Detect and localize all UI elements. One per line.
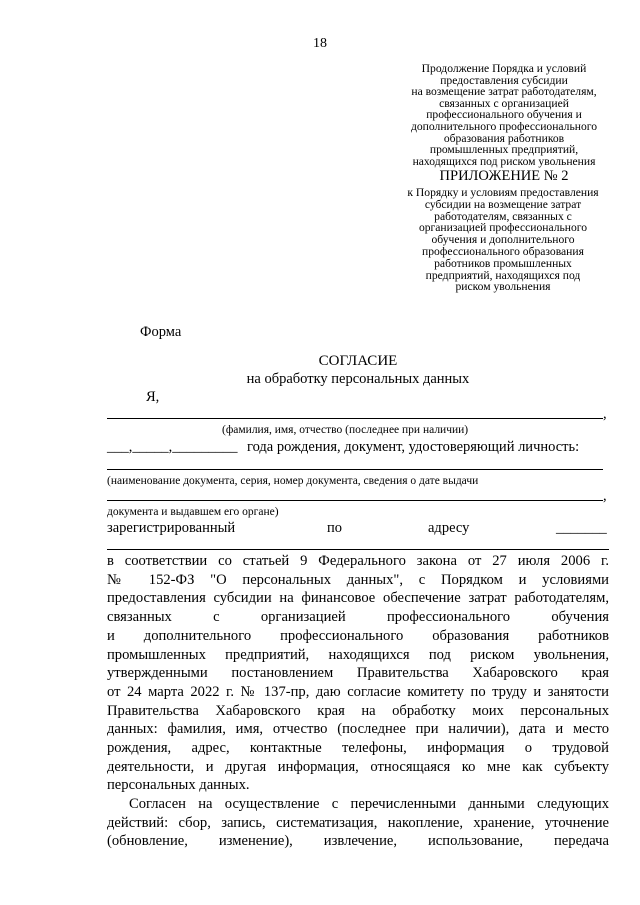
paragraph-line: данных: фамилия, имя, отчество (последнее при наличии), дата и место — [107, 721, 609, 738]
paragraph-line: деятельности, и другая информация, относящаяся ко мне как субъекту — [107, 758, 609, 775]
appendix-line: обучения и дополнительного — [431, 233, 575, 247]
paragraph-line: в соответствии со статьей 9 Федерального закона от 27 июля 2006 г. — [107, 553, 609, 569]
header-line: образования работников — [443, 131, 565, 145]
consent-subtitle: на обработку персональных данных — [246, 371, 470, 387]
appendix-line: субсидии на возмещение затрат — [424, 197, 582, 211]
document-underline[interactable] — [107, 469, 603, 470]
address-underline[interactable] — [107, 549, 609, 550]
reg-word-address: адресу — [428, 520, 470, 536]
paragraph-line: связанных с организацией профессионального обучения — [107, 609, 609, 626]
appendix-line: риском увольнения — [455, 280, 551, 294]
document-comma: , — [603, 488, 607, 504]
fio-comma: , — [603, 406, 607, 422]
header-line: связанных с организацией — [439, 96, 569, 110]
paragraph-line: персональных данных. — [107, 777, 250, 794]
page-number: 18 — [313, 36, 327, 51]
reg-word-registered: зарегистрированный — [107, 520, 236, 536]
form-label: Форма — [140, 324, 182, 340]
ya-label: Я, — [146, 389, 160, 405]
paragraph-line: и дополнительного профессионального образования работников — [107, 627, 609, 644]
document-issuer-underline[interactable] — [107, 500, 603, 501]
document-caption-2: документа и выдавшем его органе) — [107, 506, 279, 518]
appendix-line: организацией профессионального — [418, 221, 588, 235]
appendix-title: ПРИЛОЖЕНИЕ № 2 — [439, 168, 569, 184]
fio-underline[interactable] — [107, 418, 603, 419]
header-line: предоставления субсидии — [440, 73, 568, 87]
paragraph-line: действий: сбор, запись, систематизация, накопление, хранение, уточнение — [107, 814, 609, 831]
appendix-line: работодателям, связанных с — [434, 209, 572, 223]
fio-caption: (фамилия, имя, отчество (последнее при наличии) — [222, 424, 469, 436]
birthdate-text: года рождения, документ, удостоверяющий личность: — [247, 439, 580, 455]
paragraph-line: предоставления субсидии на финансовое обеспечение затрат работодателям, — [107, 590, 609, 607]
header-line: промышленных предприятий, — [429, 143, 579, 157]
appendix-line: к Порядку и условиям предоставления — [407, 186, 599, 199]
document-caption-1: (наименование документа, серия, номер документа, сведения о дате выдачи — [107, 475, 479, 487]
birthdate-blanks[interactable]: ___,_____,_________ — [107, 439, 238, 455]
paragraph-line: рождения, адрес, контактные телефоны, информация о трудовой — [107, 740, 609, 757]
consent-paragraph-2 — [107, 795, 609, 851]
header-line: дополнительного профессионального — [410, 119, 597, 133]
continuation-header — [384, 63, 624, 167]
paragraph-line: (обновление, изменение), извлечение, использование, передача — [107, 833, 609, 850]
paragraph-line: № 152-ФЗ "О персональных данных", с Порядком и условиями — [107, 571, 609, 588]
address-blank[interactable]: _______ — [556, 520, 607, 536]
paragraph-line: от 24 марта 2022 г. № 137-пр, даю согласие комитету по труду и занятости — [107, 683, 609, 700]
paragraph-line: утвержденными постановлением Правительства Хабаровского края — [107, 665, 609, 682]
consent-title: СОГЛАСИЕ — [318, 353, 398, 369]
header-line: находящихся под риском увольнения — [412, 154, 596, 168]
consent-paragraph-1 — [107, 552, 609, 795]
header-line: профессионального обучения и — [426, 108, 582, 122]
paragraph-line: Правительства Хабаровского края на обработку моих персональных — [107, 702, 609, 719]
header-line: Продолжение Порядка и условий — [421, 62, 587, 75]
appendix-line: работников промышленных — [434, 256, 572, 270]
paragraph-line: Согласен на осуществление с перечисленными данными следующих — [129, 796, 609, 812]
appendix-line: предприятий, находящихся под — [425, 268, 581, 282]
paragraph-line: промышленных предприятий, находящихся под риском увольнения, — [107, 646, 609, 663]
appendix-line: профессионального образования — [422, 244, 584, 258]
header-line: на возмещение затрат работодателям, — [411, 85, 597, 99]
reg-word-po: по — [327, 520, 343, 536]
appendix-reference — [372, 187, 634, 293]
